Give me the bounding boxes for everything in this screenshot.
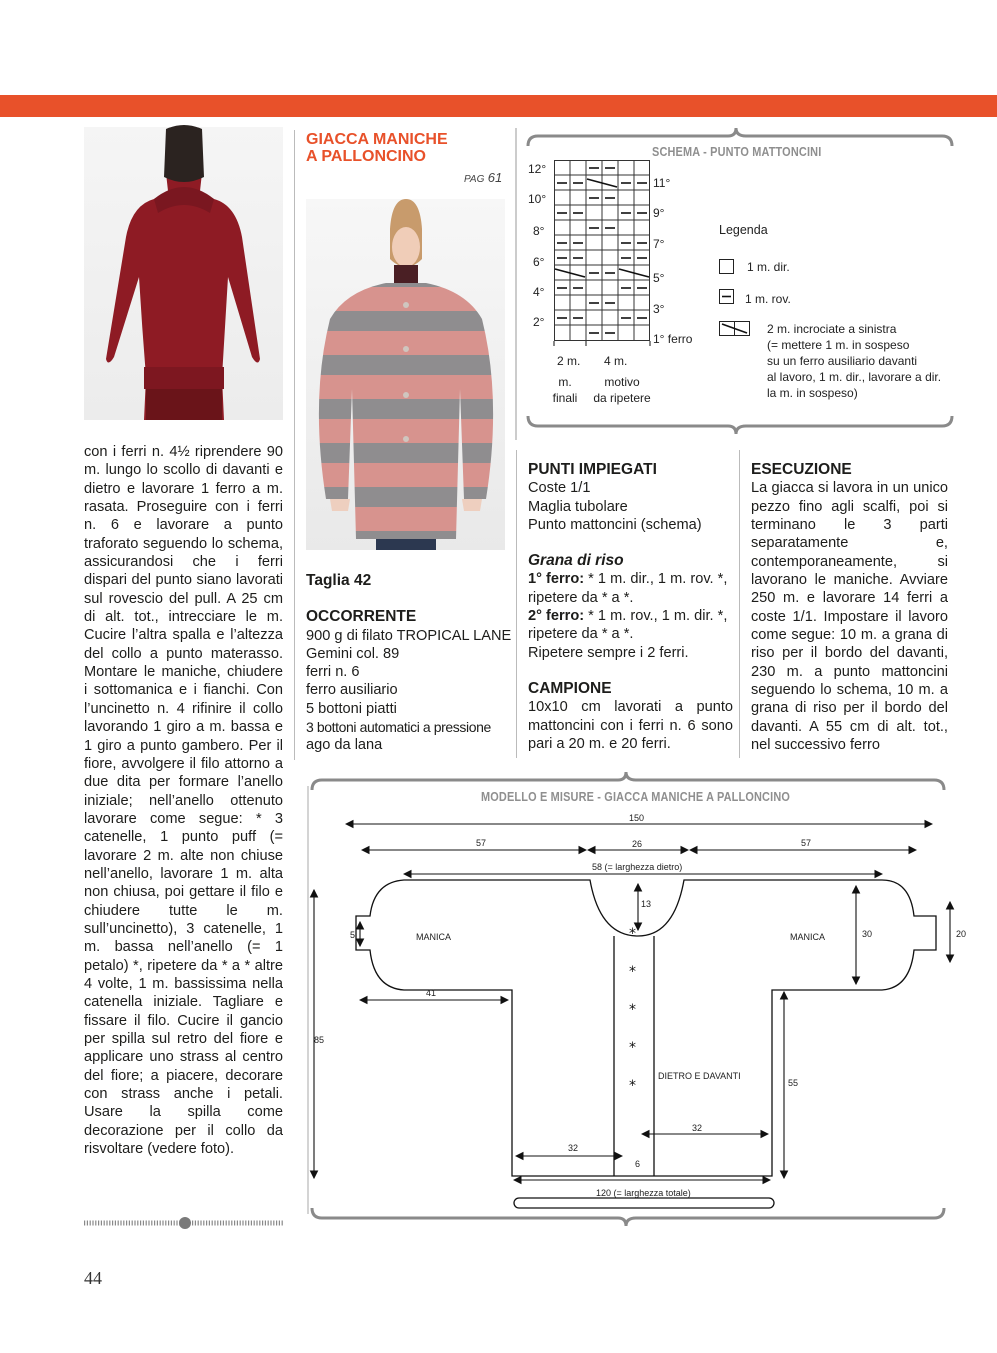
instructions-continued-text: con i ferri n. 4½ riprendere 90 m. lungo lo scollo di davanti e dietro e lavorare 1 ferro a m. rasata. Proseguire con i ferri n. 6 e lavorare a punto traforato seguendo lo schema, assicurandosi che i ferri dispari del punto siano lavorati sul rovescio del pull. A 25 cm di alt. tot., intrecciare le m. Cucire l’altra spalla e l’altezza del collo a punto materasso. Montare le maniche, chiudere i sottomanica e i fianchi. Con l’uncinetto n. 4 rifinire il collo lavorando 1 giro a m. bassa e 1 giro a punto gambero. Per il fiore, avvolgere il filo attorno a due dita per formare l’anello iniziale; nell’anello ottenuto lavorare come segue: * 3 catenelle, 1 punto puff (= lavorare 2 m. alte non chiuse nell’anello, lavorare 1 m. alta non chiusa, poi gettare il filo e chiudere tutte le m. sull’uncinetto), 3 catenelle, 1 m. bassa nell’anello (= 1 petalo) *, ripetere da * a * altre 4 volte, 1 m. bassissima nella catenella iniziale. Tagliare e fissare il filo. Cucire il gancio per spilla sul retro del fiore e applicare uno strass al centro del fiore; a piacere, decorare con strass anche i petali. Usare la spilla come decorazione per il collo da risvoltare (vedere foto). <box>84 444 283 1158</box>
svg-text:*: * <box>629 964 636 980</box>
material-item: 900 g di filato TROPICAL LANE Gemini col. 89 <box>306 627 512 662</box>
dim-sleeve-right: 57 <box>801 838 812 848</box>
legend-cross-description <box>767 321 941 401</box>
page-number: 44 <box>84 1268 102 1288</box>
row-label: 3° <box>653 302 665 316</box>
grana-header: Grana di riso <box>528 552 624 570</box>
row-label: 12° <box>528 162 547 176</box>
stitch-chart <box>554 160 650 346</box>
svg-text:*: * <box>629 1002 636 1018</box>
stitch-item: Punto mattoncini (schema) <box>528 516 702 533</box>
row-label: 2° <box>533 315 545 329</box>
caption-line: m. <box>558 375 572 389</box>
empty-square-icon <box>719 259 737 275</box>
campione-text: 10x10 cm lavorati a punto mattoncini con i ferri n. 6 sono pari a 20 m. e 20 ferri. <box>528 699 733 752</box>
dim-full-height: 85 <box>314 1035 325 1045</box>
materials-section <box>306 572 516 755</box>
dim-body-height: 55 <box>788 1078 799 1088</box>
legend-line: al lavoro, 1 m. dir., lavorare a dir. <box>767 370 942 384</box>
label-sleeve-right: MANICA <box>790 932 826 942</box>
row-label: 11° <box>653 176 671 190</box>
row-label: 9° <box>653 206 665 220</box>
stitch-item: Coste 1/1 <box>528 480 591 497</box>
esecuzione-header: ESECUZIONE <box>751 461 852 478</box>
size-label: Taglia 42 <box>306 572 372 589</box>
ferro-1-label: 1° ferro: <box>528 571 585 588</box>
pag-number: 61 <box>487 170 503 185</box>
execution-section <box>751 461 948 755</box>
title-line-1: GIACCA MANICHE <box>306 131 448 148</box>
pag-label: PAG <box>464 174 485 185</box>
label-body: DIETRO E DAVANTI <box>658 1071 741 1081</box>
occorrente-header: OCCORRENTE <box>306 608 417 626</box>
repeat-note: Ripetere sempre i 2 ferri. <box>528 644 689 661</box>
row-label: 6° <box>533 255 545 269</box>
row-label: 8° <box>533 224 545 238</box>
page-reference <box>464 170 502 185</box>
caption-motif-repeat <box>588 374 656 406</box>
svg-text:*: * <box>629 1078 636 1094</box>
dim-center: 26 <box>632 839 643 849</box>
ferro-2-text: * 1 m. rov., 1 m. dir. *, ripetere da * a *. <box>528 608 728 643</box>
legend-line: su un ferro ausiliario davanti <box>767 354 918 368</box>
repeat-label-motif: 4 m. <box>604 354 628 368</box>
punti-header: PUNTI IMPIEGATI <box>528 461 657 478</box>
photo-red-sweater-back <box>84 127 283 420</box>
material-item: ago da lana <box>306 737 383 754</box>
cross-left-icon <box>719 321 751 337</box>
dim-half-width-left: 32 <box>568 1143 579 1153</box>
repeat-label-final: 2 m. <box>557 354 581 368</box>
row-label: 1° ferro <box>653 332 693 346</box>
column-divider <box>739 450 740 758</box>
caption-line: da ripetere <box>593 391 651 405</box>
esecuzione-text: La giacca si lavora in un unico pezzo fino agli scalfi, poi si terminano le 3 parti separatamente e, contemporaneamente, si lavorano le maniche. Avviare 250 m. e lavorare 14 ferri a coste 1/1. Impostare il lavoro come segue: 10 m. a grana di riso per il bordo del davanti, 230 m. a punto mattoncini seguendo lo schema, 10 m. a grana di riso per il bordo del davanti. A 55 cm di alt. tot., nel successivo ferro <box>751 480 948 754</box>
dim-cuff-right: 20 <box>956 929 967 939</box>
stitches-section <box>528 461 733 753</box>
dim-total-body: 120 (= larghezza totale) <box>596 1188 691 1198</box>
schema-title: SCHEMA - PUNTO MATTONCINI <box>652 144 822 159</box>
campione-header: CAMPIONE <box>528 679 612 697</box>
legend-text: 1 m. dir. <box>747 260 790 274</box>
row-label: 7° <box>653 237 665 251</box>
caption-line: motivo <box>604 375 640 389</box>
legend-line: 2 m. incrociate a sinistra <box>767 322 897 336</box>
row-label: 10° <box>528 192 547 206</box>
ferro-1-text: * 1 m. dir., 1 m. rov. *, ripetere da * a *. <box>528 571 728 606</box>
page-decoration-bar <box>84 1216 283 1230</box>
ferro-2-label: 2° ferro: <box>528 608 585 625</box>
title-line-2: A PALLONCINO <box>306 148 426 165</box>
dim-cuff-left: 5 <box>350 930 356 940</box>
dash-square-icon <box>719 289 737 305</box>
column-divider <box>294 130 295 760</box>
ferro-1 <box>528 570 733 607</box>
caption-final-stitches <box>550 374 580 406</box>
legend-line: la m. in sospeso) <box>767 386 858 400</box>
material-item: 3 bottoni automatici a pressione <box>306 719 491 736</box>
dim-total-width: 150 <box>629 813 645 823</box>
svg-text:*: * <box>629 926 636 942</box>
caption-line: finali <box>552 391 578 405</box>
legend-line: (= mettere 1 m. in sospeso <box>767 338 910 352</box>
row-label: 4° <box>533 285 545 299</box>
material-item: ferri n. 6 <box>306 664 360 681</box>
schematic-title: MODELLO E MISURE - GIACCA MANICHE A PALLONCINO <box>481 789 791 804</box>
dim-underarm: 41 <box>426 988 437 998</box>
legend-text: 1 m. rov. <box>745 292 791 306</box>
dim-half-width-right: 32 <box>692 1123 703 1133</box>
material-item: 5 bottoni piatti <box>306 700 397 717</box>
row-label: 5° <box>653 271 665 285</box>
svg-text:*: * <box>629 1040 636 1056</box>
dim-sleeve-height: 30 <box>862 929 873 939</box>
photo-balloon-sleeve-jacket <box>306 199 505 550</box>
dim-band: 6 <box>635 1159 641 1169</box>
label-sleeve-left: MANICA <box>416 932 452 942</box>
ferro-2 <box>528 607 733 644</box>
pattern-title <box>306 131 506 165</box>
dim-sleeve-left: 57 <box>476 838 487 848</box>
column-divider <box>516 450 517 758</box>
header-color-band <box>0 95 997 117</box>
legend-title: Legenda <box>719 223 768 237</box>
garment-schematic <box>304 808 967 1218</box>
dim-neck-depth: 13 <box>641 899 652 909</box>
dim-back-width: 58 (= larghezza dietro) <box>592 862 683 872</box>
stitch-item: Maglia tubolare <box>528 498 628 515</box>
material-item: ferro ausiliario <box>306 682 398 699</box>
